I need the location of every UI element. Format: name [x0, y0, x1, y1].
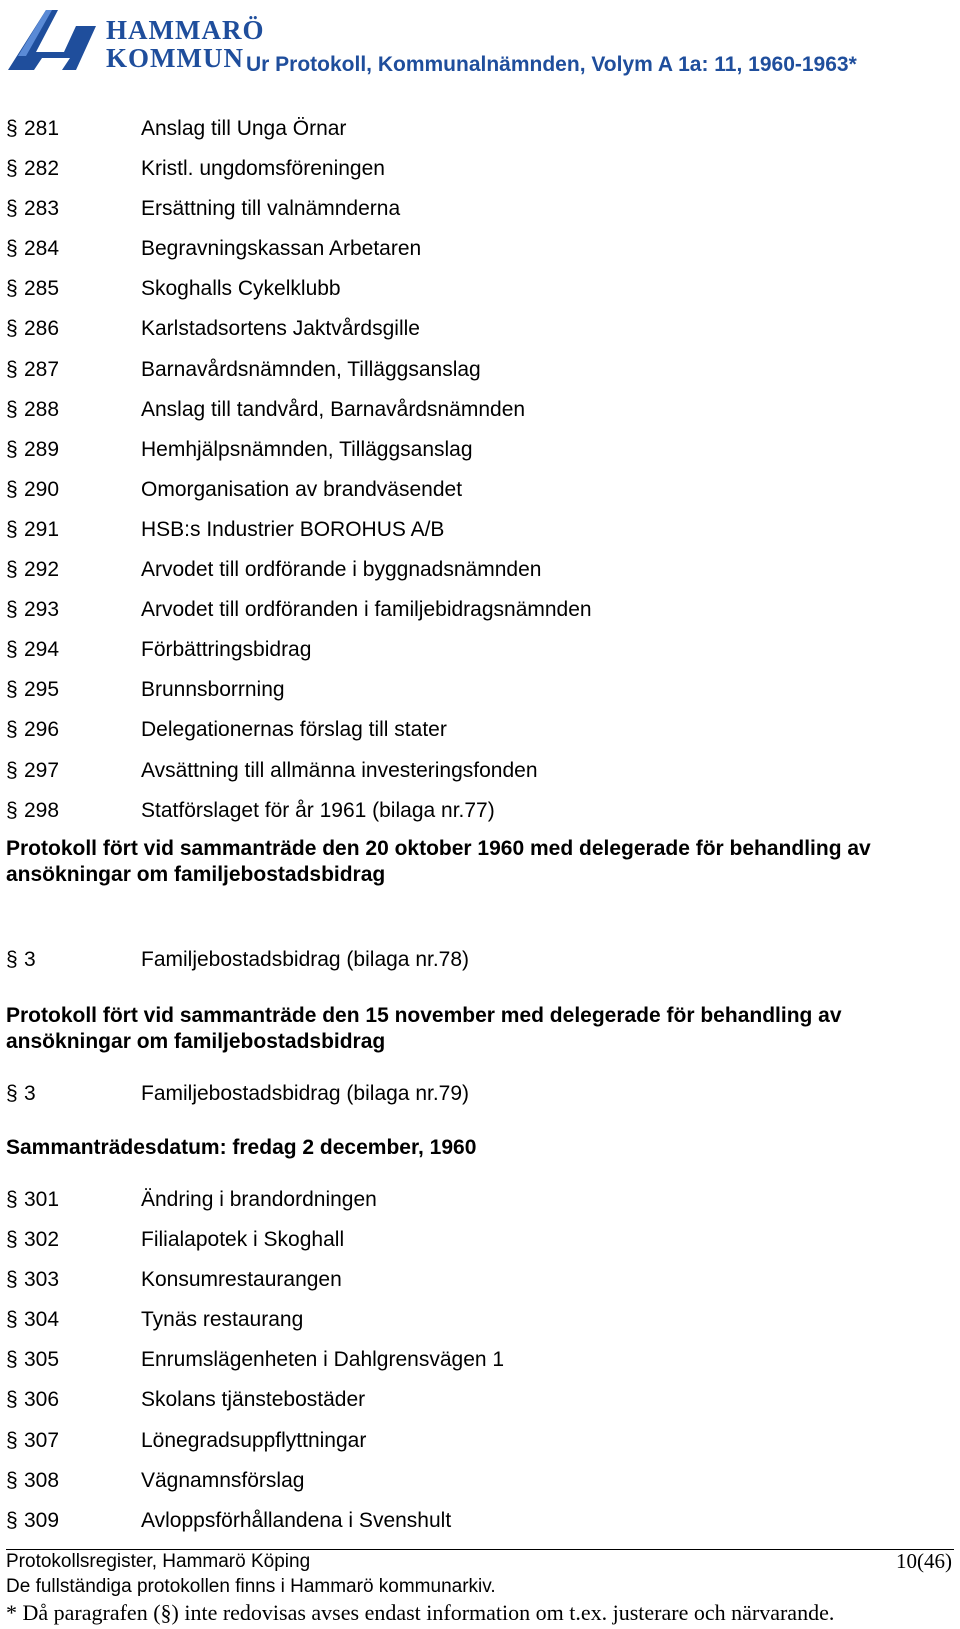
paragraph-number: 305 — [24, 1348, 60, 1372]
section-symbol: § — [6, 1468, 18, 1492]
paragraph-title: Hemhjälpsnämnden, Tilläggsanslag — [141, 437, 473, 461]
page-number: 10(46) — [896, 1549, 952, 1573]
list-item — [6, 1388, 960, 1428]
list-item — [6, 799, 960, 839]
section-symbol: § — [6, 157, 18, 181]
paragraph-number: 294 — [24, 638, 60, 662]
paragraph-title: Arvodet till ordföranden i familjebidragsnämnden — [141, 598, 592, 622]
list-item — [6, 237, 960, 277]
list-item — [6, 157, 960, 197]
paragraph-title: Avloppsförhållandena i Svenshult — [141, 1508, 452, 1532]
list-item — [6, 1429, 960, 1469]
section-symbol: § — [6, 357, 18, 381]
list-item — [6, 759, 960, 799]
paragraph-title: Statförslaget för år 1961 (bilaga nr.77) — [141, 798, 495, 822]
paragraph-title: Filialapotek i Skoghall — [141, 1228, 345, 1252]
list-item — [6, 398, 960, 438]
list-item — [6, 1188, 960, 1228]
section-symbol: § — [6, 117, 18, 140]
paragraph-title: Vägnamnsförslag — [141, 1468, 305, 1492]
paragraph-title: Barnavårdsnämnden, Tilläggsanslag — [141, 357, 481, 381]
section-symbol: § — [6, 1308, 18, 1332]
section-symbol: § — [6, 598, 18, 622]
paragraph-title: Enrumslägenheten i Dahlgrensvägen 1 — [141, 1348, 505, 1372]
section-symbol: § — [6, 1428, 18, 1452]
paragraph-number: 283 — [24, 197, 60, 221]
list-item — [6, 678, 960, 718]
paragraph-title: Arvodet till ordförande i byggnadsnämnden — [141, 558, 542, 582]
paragraph-title: Förbättringsbidrag — [141, 638, 312, 662]
paragraph-title: Karlstadsortens Jaktvårdsgille — [141, 317, 420, 341]
paragraph-title: Kristl. ungdomsföreningen — [141, 157, 385, 181]
paragraph-title: Tynäs restaurang — [141, 1308, 304, 1332]
paragraph-number: 306 — [24, 1388, 60, 1412]
paragraph-title: Brunnsborrning — [141, 678, 285, 702]
paragraph-number: 292 — [24, 558, 60, 582]
list-item — [6, 358, 960, 398]
paragraph-number: 293 — [24, 598, 60, 622]
paragraph-number: 3 — [24, 1082, 36, 1105]
paragraph-number: 282 — [24, 157, 60, 181]
paragraph-title: Lönegradsuppflyttningar — [141, 1428, 367, 1452]
paragraph-number: 287 — [24, 357, 60, 381]
paragraph-title: Familjebostadsbidrag (bilaga nr.78) — [141, 948, 470, 971]
list-item — [6, 558, 960, 598]
section-symbol: § — [6, 718, 18, 742]
paragraph-title: Omorganisation av brandväsendet — [141, 477, 463, 501]
paragraph-number: 297 — [24, 758, 60, 782]
footer-register: Protokollsregister, Hammarö Köping — [6, 1551, 311, 1572]
section-symbol: § — [6, 948, 18, 971]
section-symbol: § — [6, 638, 18, 662]
paragraph-number: 289 — [24, 437, 60, 461]
footer-divider — [6, 1549, 954, 1550]
paragraph-title: Skolans tjänstebostäder — [141, 1388, 366, 1412]
section-symbol: § — [6, 317, 18, 341]
list-item — [6, 518, 960, 558]
paragraph-number: 303 — [24, 1268, 60, 1292]
meeting-heading-november: Protokoll fört vid sammanträde den 15 november med delegerade för behandling av ansökningar om familjebostadsbidrag — [6, 1004, 842, 1053]
section-symbol: § — [6, 477, 18, 501]
paragraph-number: 304 — [24, 1308, 60, 1332]
list-item — [6, 277, 960, 317]
section-symbol: § — [6, 558, 18, 582]
paragraph-title: Anslag till Unga Örnar — [141, 117, 347, 140]
section-symbol: § — [6, 197, 18, 221]
paragraph-number: 308 — [24, 1468, 60, 1492]
paragraph-title: Delegationernas förslag till stater — [141, 718, 447, 742]
list-item — [6, 948, 960, 988]
section-symbol: § — [6, 1388, 18, 1412]
paragraph-item-november — [6, 1082, 960, 1122]
paragraph-number: 3 — [24, 948, 36, 971]
list-item — [6, 1082, 960, 1122]
paragraph-list-2 — [6, 1188, 960, 1549]
section-symbol: § — [6, 1268, 18, 1292]
section-symbol: § — [6, 678, 18, 702]
paragraph-number: 281 — [24, 117, 60, 140]
paragraph-number: 291 — [24, 517, 60, 541]
list-item — [6, 317, 960, 357]
paragraph-title: Anslag till tandvård, Barnavårdsnämnden — [141, 397, 526, 421]
list-item — [6, 438, 960, 478]
paragraph-number: 301 — [24, 1188, 60, 1211]
section-symbol: § — [6, 1228, 18, 1252]
list-item — [6, 1228, 960, 1268]
section-symbol: § — [6, 1082, 18, 1105]
paragraph-number: 298 — [24, 798, 60, 822]
list-item — [6, 1509, 960, 1549]
list-item — [6, 478, 960, 518]
paragraph-number: 295 — [24, 678, 60, 702]
paragraph-item-october — [6, 948, 960, 988]
paragraph-number: 286 — [24, 317, 60, 341]
list-item — [6, 1348, 960, 1388]
paragraph-number: 296 — [24, 718, 60, 742]
meeting-date-heading: Sammanträdesdatum: fredag 2 december, 1960 — [6, 1136, 477, 1159]
paragraph-number: 285 — [24, 277, 60, 301]
list-item — [6, 718, 960, 758]
list-item — [6, 598, 960, 638]
section-symbol: § — [6, 517, 18, 541]
paragraph-title: Skoghalls Cykelklubb — [141, 277, 341, 301]
section-symbol: § — [6, 437, 18, 461]
footer-archive-note: De fullständiga protokollen finns i Hammarö kommunarkiv. — [6, 1576, 496, 1597]
section-symbol: § — [6, 1508, 18, 1532]
paragraph-title: Familjebostadsbidrag (bilaga nr.79) — [141, 1082, 470, 1105]
section-symbol: § — [6, 1188, 18, 1211]
list-item — [6, 1308, 960, 1348]
paragraph-title: Ersättning till valnämnderna — [141, 197, 401, 221]
paragraph-number: 288 — [24, 397, 60, 421]
document-title: Ur Protokoll, Kommunalnämnden, Volym A 1a: 11, 1960-1963* — [246, 53, 857, 76]
paragraph-number: 290 — [24, 477, 60, 501]
logo-mark-icon — [6, 6, 102, 72]
section-symbol: § — [6, 237, 18, 261]
list-item — [6, 117, 960, 157]
paragraph-title: HSB:s Industrier BOROHUS A/B — [141, 517, 445, 541]
paragraph-number: 284 — [24, 237, 60, 261]
list-item — [6, 197, 960, 237]
meeting-heading-october: Protokoll fört vid sammanträde den 20 oktober 1960 med delegerade för behandling av ansökningar om familjebostadsbidrag — [6, 837, 871, 886]
logo-text-line2: KOMMUN — [106, 43, 244, 73]
paragraph-title: Konsumrestaurangen — [141, 1268, 342, 1292]
list-item — [6, 1469, 960, 1509]
paragraph-number: 302 — [24, 1228, 60, 1252]
paragraph-number: 309 — [24, 1508, 60, 1532]
paragraph-title: Avsättning till allmänna investeringsfonden — [141, 758, 538, 782]
section-symbol: § — [6, 798, 18, 822]
footer-footnote: * Då paragrafen (§) inte redovisas avses endast information om t.ex. justerare och närvarande. — [6, 1600, 835, 1625]
paragraph-title: Begravningskassan Arbetaren — [141, 237, 422, 261]
section-symbol: § — [6, 1348, 18, 1372]
paragraph-title: Ändring i brandordningen — [141, 1188, 377, 1211]
paragraph-list-1 — [6, 117, 960, 839]
section-symbol: § — [6, 758, 18, 782]
list-item — [6, 1268, 960, 1308]
section-symbol: § — [6, 397, 18, 421]
municipality-logo — [6, 4, 265, 76]
list-item — [6, 638, 960, 678]
paragraph-number: 307 — [24, 1428, 60, 1452]
logo-text-line1: HAMMARÖ — [106, 15, 265, 45]
section-symbol: § — [6, 277, 18, 301]
